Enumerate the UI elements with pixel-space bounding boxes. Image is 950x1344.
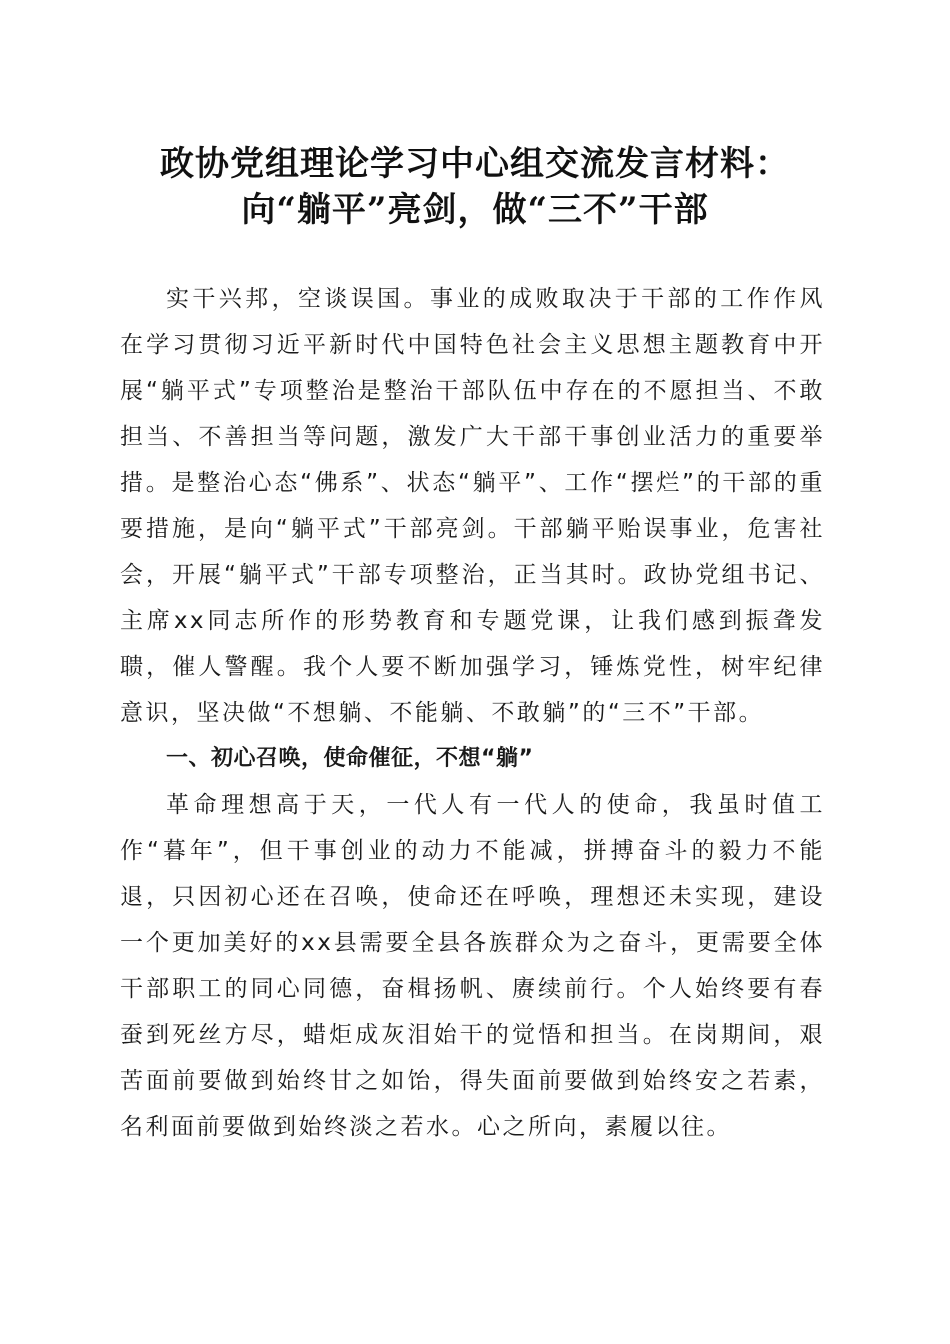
document-title-line-2: 向“躺平”亮剑，做“三不”干部 (241, 190, 709, 230)
intro-paragraph: 实干兴邦，空谈误国。事业的成败取决于干部的工作作风在学习贯彻习近平新时代中国特色社会主义思想主题教育中开展“躺平式”专项整治是整治干部队伍中存在的不愿担当、不敢担当、不善担当等问题，激发广大干部干事创业活力的重要举措。是整治心态“佛系”、状态“躺平”、工作“摆烂”的干部的重要措施，是向“躺平式”干部亮剑。干部躺平贻误事业，危害社会，开展“躺平式”干部专项整治，正当其时。政协党组书记、主席xx同志所作的形势教育和专题党课，让我们感到振聋发聩，催人警醒。我个人要不断加强学习，锤炼党性，树牢纪律意识，坚决做“不想躺、不能躺、不敢躺”的“三不”干部。 (120, 286, 825, 726)
section-1-paragraph: 革命理想高于天，一代人有一代人的使命，我虽时值工作“暮年”，但干事创业的动力不能减，拼搏奋斗的毅力不能退，只因初心还在召唤，使命还在呼唤，理想还未实现，建设一个更加美好的xx县需要全县各族群众为之奋斗，更需要全体干部职工的同心同德，奋楫扬帆、赓续前行。个人始终要有春蚕到死丝方尽，蜡炬成灰泪始干的觉悟和担当。在岗期间，艰苦面前要做到始终甘之如饴，得失面前要做到始终安之若素，名利面前要做到始终淡之若水。心之所向，素履以往。 (120, 792, 825, 1140)
document-title-line-1: 政协党组理论学习中心组交流发言材料： (160, 144, 790, 184)
document-body (120, 276, 825, 1150)
section-heading-1: 一、初心召唤，使命催征，不想“躺” (166, 746, 534, 771)
